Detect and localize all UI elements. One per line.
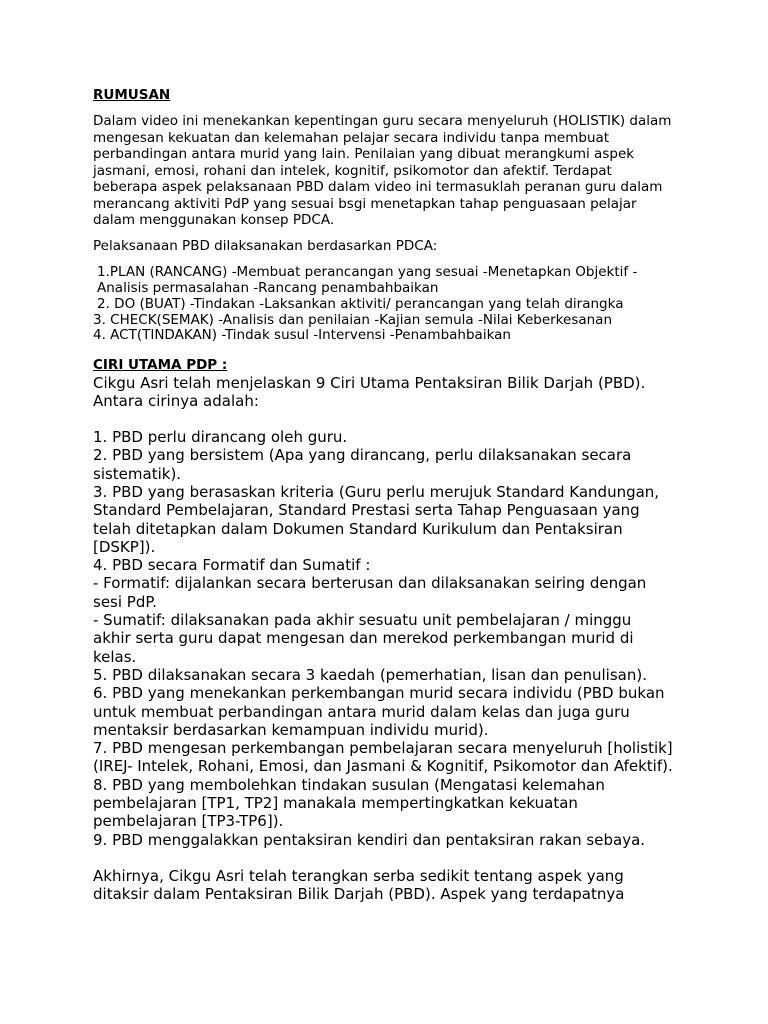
ciri-heading: CIRI UTAMA PDP : [93,356,228,373]
rumusan-paragraph: Dalam video ini menekankan kepentingan guru secara menyeluruh (HOLISTIK) dalam mengesan kekuatan dan kelemahan pelajar secara individu tanpa membuat perbandingan antara murid yang lain. Penilaian yang dibuat merangkumi aspek jasmani, emosi, rohani dan intelek, kognitif, psikomotor dan afektif. Terdapat beberapa aspek pelaksanaan PBD dalam video ini termasuklah peranan guru dalam merancang aktiviti PdP yang sesuai bsgi menetapkan tahap penguasaan pelajar dalam menggunakan konsep PDCA. [93,113,672,228]
ciri-item-4-sumatif: - Sumatif: dilaksanakan pada akhir sesuatu unit pembelajaran / minggu akhir serta guru dapat mengesan dan merekod perkembangan murid di kelas. [93,611,634,666]
pdca-item-plan: 1.PLAN (RANCANG) -Membuat perancangan yang sesuai -Menetapkan Objektif -Analisis permasalahan -Rancang penambahbaikan [97,264,638,296]
rumusan-heading: RUMUSAN [93,87,171,103]
pdca-item-do: 2. DO (BUAT) -Tindakan -Laksankan aktiviti/ perancangan yang telah dirangka [97,296,624,312]
ciri-item-4: 4. PBD secara Formatif dan Sumatif : [93,556,371,575]
ciri-item-9: 9. PBD menggalakkan pentaksiran kendiri dan pentaksiran rakan sebaya. [93,830,646,849]
ciri-item-4-formatif: - Formatif: dijalankan secara berterusan dan dilaksanakan seiring dengan sesi PdP. [93,574,647,611]
ciri-item-5: 5. PBD dilaksanakan secara 3 kaedah (pemerhatian, lisan dan penulisan). [93,665,647,684]
ciri-item-7: 7. PBD mengesan perkembangan pembelajaran secara menyeluruh [holistik] (IREJ- Intelek, Rohani, Emosi, dan Jasmani & Kognitif, Psikomotor dan Afektif). [93,739,673,776]
pdca-intro: Pelaksanaan PBD dilaksanakan berdasarkan PDCA: [93,237,438,254]
ciri-item-2: 2. PBD yang bersistem (Apa yang dirancang, perlu dilaksanakan secara sistematik). [93,446,632,483]
pdca-item-check: 3. CHECK(SEMAK) -Analisis dan penilaian -Kajian semula -Nilai Keberkesanan [93,311,613,328]
ciri-item-3: 3. PBD yang berasaskan kriteria (Guru perlu merujuk Standard Kandungan, Standard Pembelajaran, Standard Prestasi serta Tahap Penguasaan yang telah ditetapkan dalam Dokumen Standard Kurikulum dan Pentaksiran [DSKP]). [93,482,660,556]
ciri-item-1: 1. PBD perlu dirancang oleh guru. [93,428,348,447]
pdca-item-act: 4. ACT(TINDAKAN) -Tindak susul -Intervensi -Penambahbaikan [93,327,511,343]
document-page [93,86,693,904]
ciri-item-8: 8. PBD yang membolehkan tindakan susulan (Mengatasi kelemahan pembelajaran [TP1, TP2] manakala mempertingkatkan kekuatan pembelajaran [TP3-TP6]). [93,775,605,831]
closing-paragraph: Akhirnya, Cikgu Asri telah terangkan serba sedikit tentang aspek yang ditaksir dalam Pentaksiran Bilik Darjah (PBD). Aspek yang terdapatnya [93,866,625,904]
ciri-item-6: 6. PBD yang menekankan perkembangan murid secara individu (PBD bukan untuk membuat perbandingan antara murid dalam kelas dan juga guru mentaksir berdasarkan kemampuan individu murid). [93,684,665,739]
pdca-list [93,265,693,344]
ciri-list [93,428,673,849]
ciri-intro: Cikgu Asri telah menjelaskan 9 Ciri Utama Pentaksiran Bilik Darjah (PBD). Antara cirinya adalah: [93,373,646,410]
